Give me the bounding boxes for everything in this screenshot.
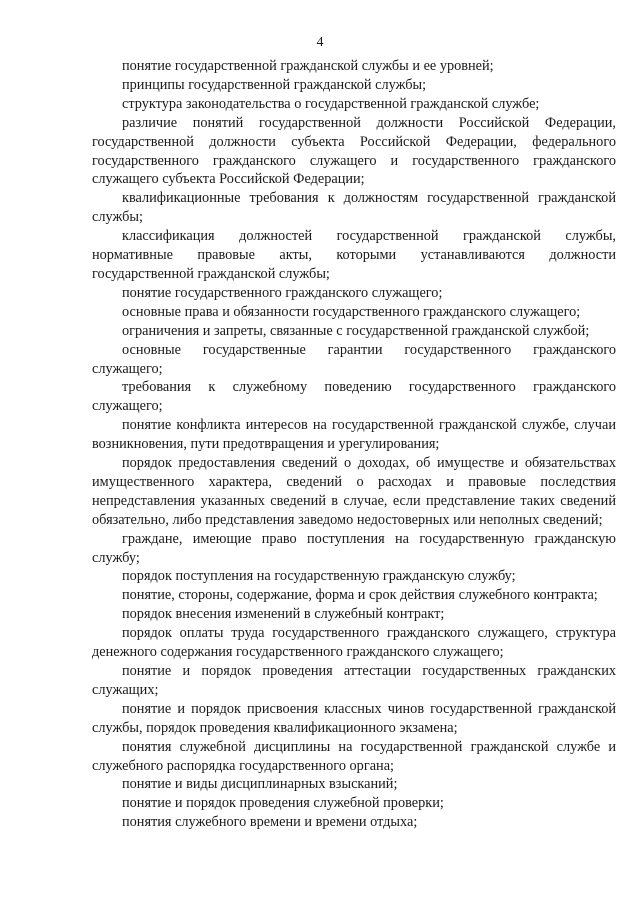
list-item: порядок оплаты труда государственного гражданского служащего, структура денежного содержания государственного гражданского служащего; (92, 625, 616, 661)
list-item: принципы государственной гражданской службы; (122, 76, 427, 93)
list-item: понятие государственного гражданского служащего; (122, 284, 443, 301)
document-body (92, 57, 616, 832)
page-number: 4 (316, 35, 324, 50)
list-item: требования к служебному поведению государственного гражданского служащего; (92, 379, 616, 415)
list-item: понятия служебной дисциплины на государственной гражданской службе и служебного распорядка государственного органа; (92, 738, 616, 774)
list-item: квалификационные требования к должностям государственной гражданской службы; (92, 190, 616, 226)
list-item: основные государственные гарантии государственного гражданского служащего; (92, 341, 616, 377)
list-item: классификация должностей государственной гражданской службы, нормативные правовые акты, которыми устанавливаются должности государственной гражданской службы; (92, 228, 616, 282)
list-item: понятие и порядок присвоения классных чинов государственной гражданской службы, порядок проведения квалификационного экзамена; (92, 700, 616, 736)
list-item: понятие и порядок проведения аттестации государственных гражданских служащих; (92, 663, 616, 698)
list-item: ограничения и запреты, связанные с государственной гражданской службой; (122, 322, 590, 339)
list-item: основные права и обязанности государственного гражданского служащего; (122, 303, 581, 320)
list-item: понятие государственной гражданской службы и ее уровней; (122, 58, 494, 74)
list-item: структура законодательства о государственной гражданской службе; (122, 95, 540, 112)
list-item: понятие и виды дисциплинарных взысканий; (122, 776, 398, 793)
list-item: понятие и порядок проведения служебной проверки; (122, 795, 444, 812)
list-item: порядок поступления на государственную гражданскую службу; (122, 568, 516, 585)
list-item: понятие конфликта интересов на государственной гражданской службе, случаи возникновения, пути предотвращения и урегулирования; (92, 417, 616, 453)
list-item: порядок предоставления сведений о доходах, об имуществе и обязательствах имущественного характера, сведений о расходах и правовые последствия непредставления указанных сведений в случае, если представление таких сведений обязательно, либо представления заведомо недостоверных или неполных сведений; (92, 455, 616, 528)
list-item: различие понятий государственной должности Российской Федерации, государственной должности субъекта Российской Федерации, федерального государственного гражданского служащего и государственного гражданского служащего субъекта Российской Федерации; (92, 114, 616, 188)
list-item: понятие, стороны, содержание, форма и срок действия служебного контракта; (122, 587, 598, 604)
list-item: понятия служебного времени и времени отдыха; (122, 814, 418, 831)
list-item: порядок внесения изменений в служебный контракт; (122, 606, 445, 623)
list-item: граждане, имеющие право поступления на государственную гражданскую службу; (92, 530, 616, 566)
